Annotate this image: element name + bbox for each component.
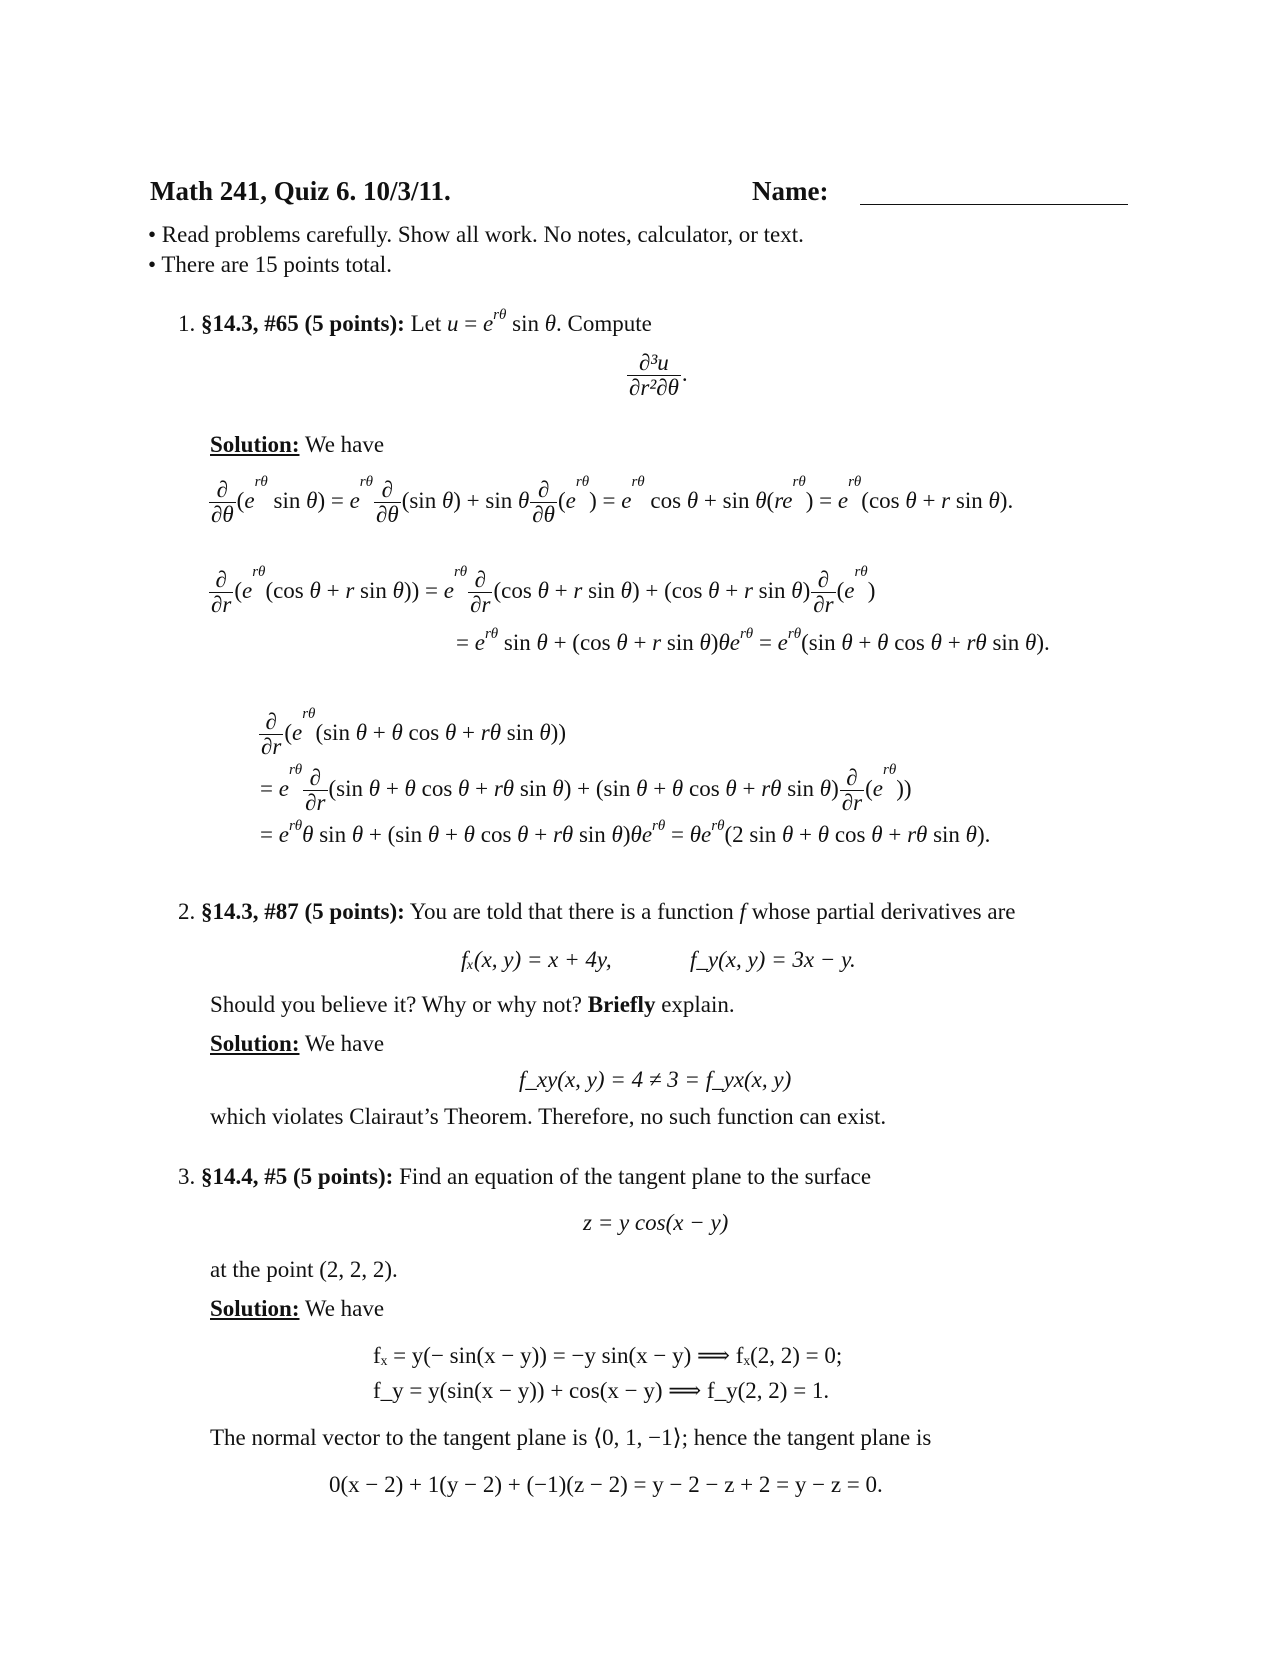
equation-2-line-2: = $e^{r\theta}$ sin θ + (cos θ + r $\sin \theta)\theta e^{r\theta} = e^{r\theta}(\sin$ θ + θ cos θ + rθ sin θ). <box>456 626 1050 655</box>
problem-3-ref: §14.4, #5 (5 points): <box>201 1164 394 1189</box>
problem-3-fx-line: fₓ = y(− sin(x − y)) = −y sin(x − y) ⟹ fₓ(2, 2) = 0; <box>373 1343 843 1368</box>
problem-2-prompt: You are told that there is a function <box>409 899 734 924</box>
problem-2-conclusion: which violates Clairaut’s Theorem. Therefore, no such function can exist. <box>210 1104 887 1129</box>
problem-2-ref: §14.3, #87 (5 points): <box>201 899 405 924</box>
problem-2-statement <box>178 899 1015 925</box>
equation-3-line-1: $\frac{\partial}{\partial r}$ ($e^{r\theta}(\sin$ θ + θ cos θ + rθ sin θ)) <box>261 706 566 760</box>
solution-label: Solution: <box>210 1296 300 1321</box>
we-have: We have <box>304 432 385 457</box>
problem-3-plane: 0(x − 2) + 1(y − 2) + (−1)(z − 2) = y − 2 − z + 2 = y − z = 0. <box>329 1472 883 1497</box>
problem-1-u: u <box>446 311 459 336</box>
problem-1-func: $e^{r\theta}$ <box>482 307 507 336</box>
problem-3-statement <box>178 1164 871 1190</box>
problem-2-fx: fₓ(x, y) = x + 4y, <box>461 947 612 972</box>
equation-1: $\frac{\partial}{\partial\theta}$ ($e^{r\theta}$ $\sin \theta) = e^{r\theta}$ $\frac{\partial}{\partial\theta}$ (sin θ) + sin θ $\frac{\partial}{\partial\theta}$ $(e^{r\theta}) = e^{r\theta}$ $\cos \theta + \sin \theta(re^{r\theta}) = e^{r\theta}(\cos$ θ + r sin θ). <box>211 474 1014 528</box>
problem-1-eq: = <box>458 311 483 336</box>
problem-1-solution <box>210 432 384 458</box>
we-have: We have <box>304 1296 385 1321</box>
problem-1-statement: 1. §14.3, #65 (5 points): Let $u = e^{r\theta}$ sin θ. Compute <box>178 307 652 336</box>
problem-3-solution <box>210 1296 384 1322</box>
equation-2-line-1: $\frac{\partial}{\partial r}$ ($e^{r\theta}(\cos$ θ + r $\sin \theta)) = e^{r\theta}$ $\frac{\partial}{\partial r}$ (cos θ + r sin θ) + (cos θ + r sin θ) $\frac{\partial}{\partial r}$ $(e^{r\theta})$ <box>211 564 876 618</box>
problem-2-question <box>210 992 735 1018</box>
problem-1-ref: §14.3, #65 (5 points): <box>201 311 405 336</box>
problem-2-f: f <box>739 899 746 924</box>
name-blank-line <box>860 204 1128 205</box>
problem-1-target-derivative: $\frac{\text{∂³u}}{\text{∂r²∂θ}}$ . <box>629 350 688 401</box>
problem-1-compute: . Compute <box>556 311 652 336</box>
problem-3-fy-line: f_y = y(sin(x − y)) + cos(x − y) ⟹ f_y(2, 2) = 1. <box>373 1378 830 1403</box>
problem-3-number: 3. <box>178 1164 196 1189</box>
equation-3-line-3: = $e^{r\theta}\theta$ sin θ + (sin θ + θ cos θ + rθ $\sin \theta)\theta e^{r\theta} = \theta e^{r\theta}(2$ sin θ + θ cos θ + rθ sin θ). <box>260 818 991 847</box>
target-numerator: ∂³u <box>639 350 669 375</box>
problem-3-point: at the point (2, 2, 2). <box>210 1257 398 1282</box>
question-briefly: Briefly <box>587 992 656 1017</box>
problem-2-fy: f_y(x, y) = 3x − y. <box>690 947 856 972</box>
equation-3-line-2: = $e^{r\theta}$ $\frac{\partial}{\partial r}$ (sin θ + θ cos θ + rθ sin θ) + (sin θ + θ cos θ + rθ sin θ) $\frac{\partial}{\partial r}$ $(e^{r\theta})$) <box>260 762 912 816</box>
instruction-bullet-2: • There are 15 points total. <box>148 252 392 277</box>
problem-1-let: Let <box>410 311 447 336</box>
problem-2-clairaut-eq: f_xy(x, y) = 4 ≠ 3 = f_yx(x, y) <box>519 1067 792 1092</box>
we-have: We have <box>304 1031 385 1056</box>
page-title: Math 241, Quiz 6. 10/3/11. <box>150 176 451 206</box>
problem-3-prompt: Find an equation of the tangent plane to the surface <box>399 1164 872 1189</box>
problem-1-number: 1. <box>178 311 196 336</box>
instruction-bullet-1: • Read problems carefully. Show all work. No notes, calculator, or text. <box>148 222 804 247</box>
question-text: Should you believe it? Why or why not? <box>210 992 582 1017</box>
problem-2-prompt-end: whose partial derivatives are <box>751 899 1016 924</box>
question-explain: explain. <box>661 992 735 1017</box>
problem-3-normal: The normal vector to the tangent plane is ⟨0, 1, −1⟩; hence the tangent plane is <box>210 1425 932 1450</box>
solution-label: Solution: <box>210 432 300 457</box>
target-denominator: ∂r²∂θ <box>629 375 679 401</box>
problem-2-solution <box>210 1031 384 1057</box>
problem-2-number: 2. <box>178 899 196 924</box>
name-label: Name: <box>752 176 829 206</box>
solution-label: Solution: <box>210 1031 300 1056</box>
problem-3-surface: z = y cos(x − y) <box>583 1210 729 1235</box>
